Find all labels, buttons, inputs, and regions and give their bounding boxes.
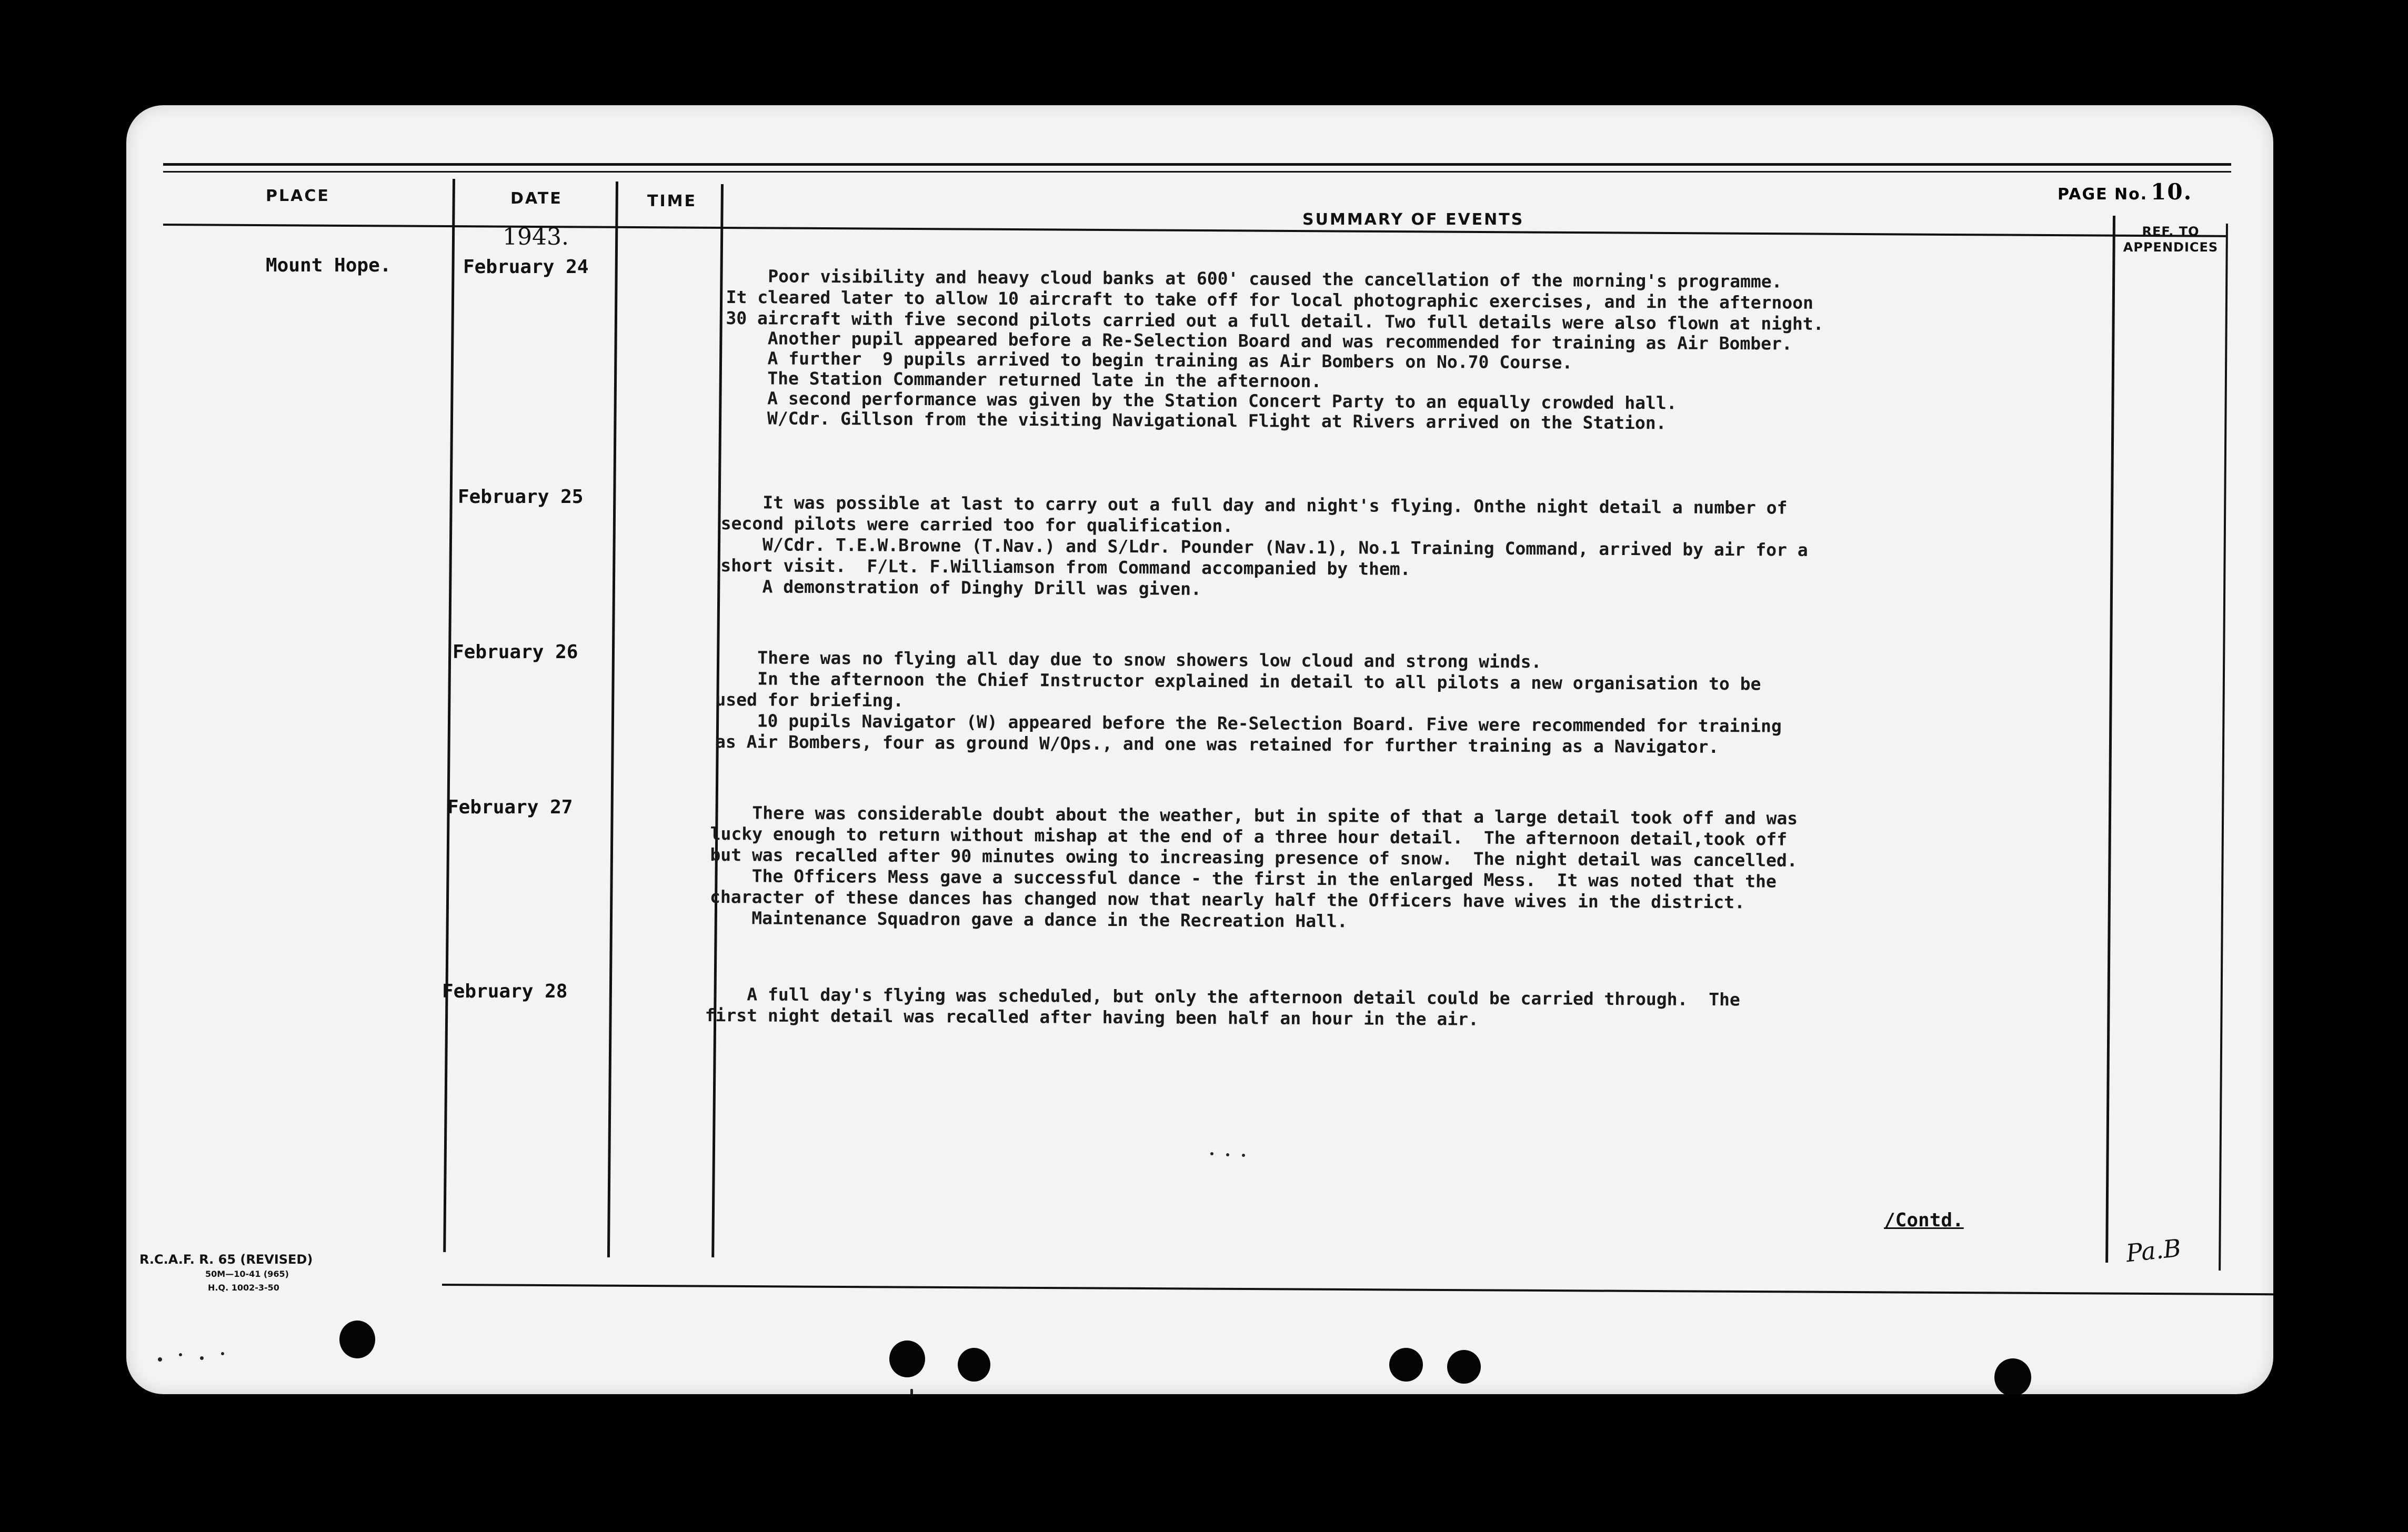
entry-line: It cleared later to allow 10 aircraft to take off for local photographic exercises, and in the afternoon (726, 286, 1814, 313)
right-border (2219, 224, 2228, 1271)
punch-hole (1447, 1350, 1481, 1384)
page-number-value: 10. (2151, 179, 2193, 205)
col-divider-date (607, 182, 618, 1257)
entry-line: 30 aircraft with five second pilots carried out a full detail. Two full details were also flown at night. (726, 307, 1824, 334)
page-number (2058, 179, 2192, 205)
speck (910, 1389, 913, 1394)
punch-hole (889, 1340, 925, 1377)
entry-line: 10 pupils Navigator (W) appeared before the Re-Selection Board. Five were recommended for training (715, 710, 1782, 737)
top-rule (163, 163, 2231, 166)
entry-line: The Station Commander returned late in the afternoon. (725, 367, 1322, 391)
entry-line: A full day's flying was scheduled, but only the afternoon detail could be carried through. The (705, 984, 1740, 1010)
form-code: R.C.A.F. R. 65 (REVISED) (139, 1252, 313, 1267)
ink-dot (1242, 1154, 1245, 1157)
signature: Pa.B (2124, 1233, 2183, 1268)
form-code: 50M—10-41 (965) (205, 1269, 289, 1279)
speck (221, 1352, 224, 1355)
continued-note: /Contd. (1884, 1210, 1964, 1231)
header-ref (2121, 224, 2221, 255)
entry-line: A demonstration of Dinghy Drill was given. (720, 576, 1202, 599)
entry-line: first night detail was recalled after having been half an hour in the air. (705, 1004, 1479, 1030)
header-summary: SUMMARY OF EVENTS (1302, 210, 1524, 229)
entry-line: as Air Bombers, four as ground W/Ops., and one was retained for further training as a Navigator. (715, 731, 1719, 757)
ink-dot (1210, 1152, 1213, 1155)
entry-line: There was considerable doubt about the weather, but in spite of that a large detail took off and was (710, 802, 1798, 829)
entry-line: lucky enough to return without mishap at the end of a three hour detail. The afternoon detail,took off (710, 823, 1788, 850)
entry-line: character of these dances has changed now that nearly half the Officers have wives in the district. (709, 886, 1745, 913)
entry-line: A further 9 pupils arrived to begin training as Air Bombers on No.70 Course. (725, 347, 1573, 373)
entry-line: It was possible at last to carry out a full day and night's flying. Onthe night detail a number of (720, 492, 1788, 518)
speck (179, 1353, 182, 1356)
header-rule (163, 224, 2226, 237)
entry-line: A second performance was given by the Station Concert Party to an equally crowded hall. (725, 387, 1677, 414)
ink-dot (1226, 1153, 1229, 1156)
punch-hole (1994, 1358, 2031, 1394)
entry-line: second pilots were carried too for qualification. (720, 512, 1233, 537)
bottom-rule (442, 1284, 2273, 1296)
header-place: PLACE (266, 187, 330, 205)
entry-line: used for briefing. (715, 689, 904, 711)
top-rule-2 (163, 171, 2231, 173)
header-ref-line2: APPENDICES (2123, 240, 2219, 255)
entry-line: but was recalled after 90 minutes owing to increasing presence of snow. The night detail was cancelled. (710, 844, 1798, 871)
entry-line: In the afternoon the Chief Instructor explained in detail to all pilots a new organisation to be (715, 668, 1761, 694)
entry-line: Poor visibility and heavy cloud banks at 600' caused the cancellation of the morning's programme. (726, 266, 1782, 292)
header-ref-line1: REF. TO (2142, 224, 2200, 239)
entry-date: February 25 (458, 486, 584, 508)
punch-hole (958, 1348, 990, 1382)
entry-line: W/Cdr. T.E.W.Browne (T.Nav.) and S/Ldr. Pounder (Nav.1), No.1 Training Command, arrived by air for a (720, 533, 1808, 560)
entry-line: short visit. F/Lt. F.Williamson from Command accompanied by them. (720, 555, 1411, 579)
col-divider-place (443, 179, 455, 1252)
form-card (126, 105, 2273, 1394)
col-divider-ref (2105, 216, 2115, 1263)
header-time: TIME (647, 192, 697, 210)
entry-line: Maintenance Squadron gave a dance in the Recreation Hall. (709, 907, 1348, 932)
entry-date: February 28 (442, 981, 568, 1002)
form-code: H.Q. 1002-3-50 (208, 1283, 279, 1293)
entry-date: February 27 (447, 797, 573, 818)
entry-date: February 26 (453, 641, 578, 663)
entry-date: February 24 (463, 256, 589, 278)
punch-hole (1389, 1348, 1423, 1382)
header-date: DATE (510, 189, 563, 208)
entry-line: The Officers Mess gave a successful dance - the first in the enlarged Mess. It was noted that the (710, 865, 1777, 892)
entry-line: There was no flying all day due to snow showers low cloud and strong winds. (715, 647, 1542, 672)
entry-line: Another pupil appeared before a Re-Selection Board and was recommended for training as Air Bomber. (726, 327, 1792, 354)
year: 1943. (503, 224, 569, 250)
entry-line: W/Cdr. Gillson from the visiting Navigational Flight at Rivers arrived on the Station. (725, 407, 1667, 434)
speck (158, 1357, 162, 1362)
place: Mount Hope. (266, 255, 392, 276)
speck (200, 1356, 204, 1360)
punch-hole (339, 1321, 375, 1358)
page-number-label: PAGE No. (2058, 185, 2148, 204)
